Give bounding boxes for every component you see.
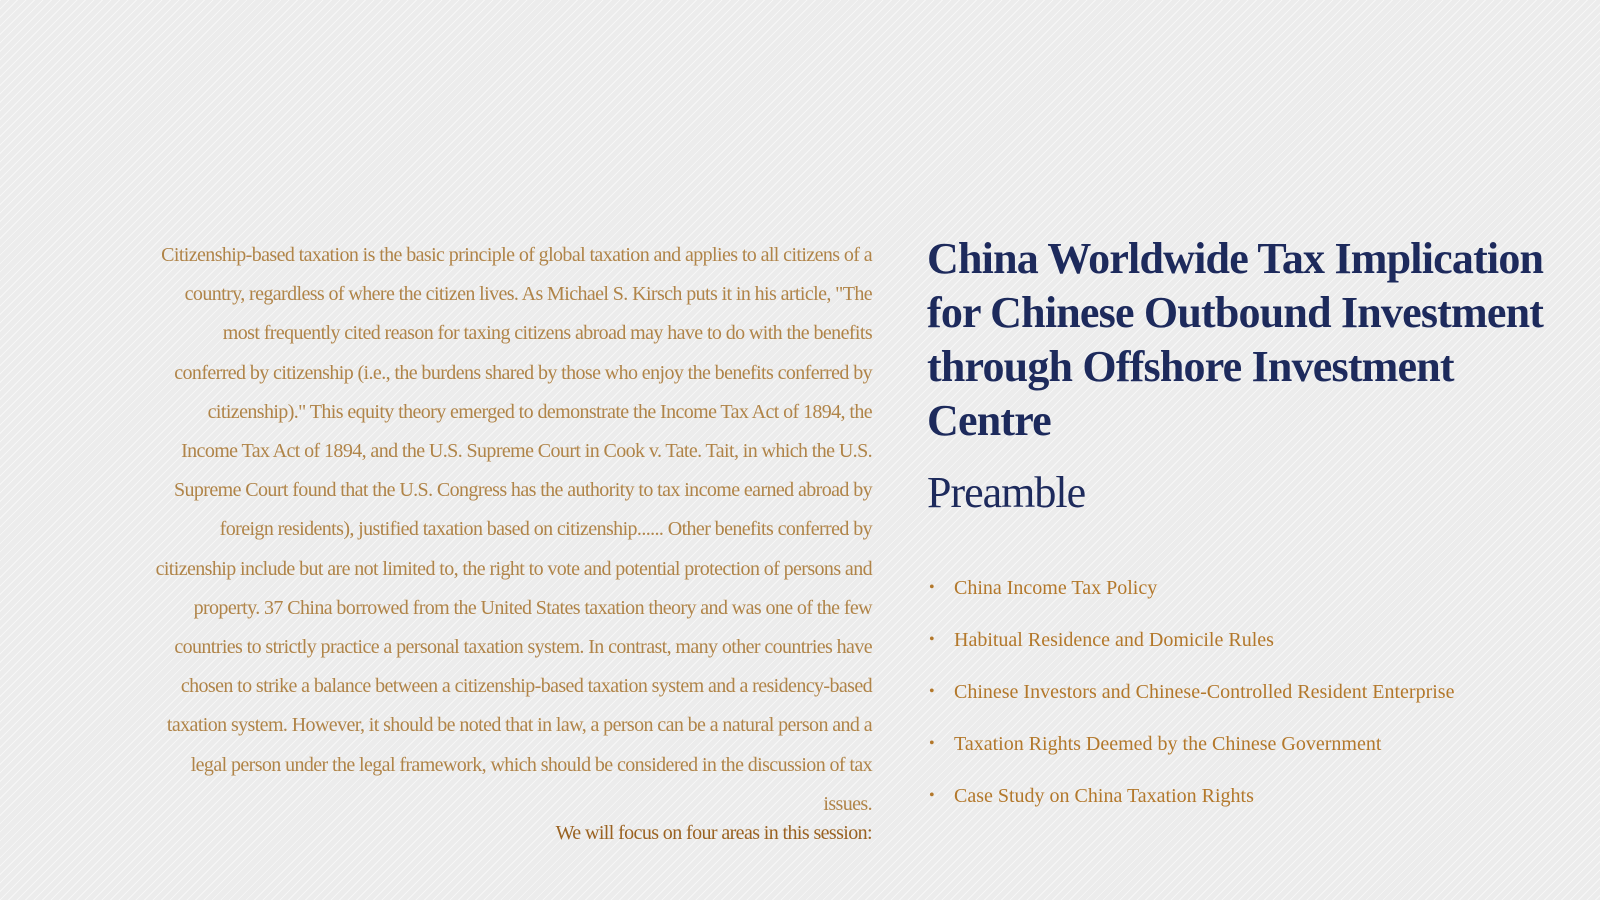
bullet-icon: • <box>929 631 935 648</box>
focus-statement: We will focus on four areas in this session: <box>555 822 872 844</box>
topic-label: China Income Tax Policy <box>954 577 1158 599</box>
topic-item <box>927 783 1587 835</box>
body-paragraph <box>150 236 872 824</box>
slide-title: China Worldwide Tax Implication for Chinese Outbound Investment through Offshore Investment Centre <box>927 234 1544 445</box>
topic-item <box>927 575 1587 627</box>
body-paragraph-text: Citizenship-based taxation is the basic principle of global taxation and applies to all citizens of a country, regardless of where the citizen lives. As Michael S. Kirsch puts it in his article, "The most frequently cited reason for taxing citizens abroad may have to do with the benefits conferred by citizenship (i.e., the burdens shared by those who enjoy the benefits conferred by citizenship)." This equity theory emerged to demonstrate the Income Tax Act of 1894, the Income Tax Act of 1894, and the U.S. Supreme Court in Cook v. Tate. Tait, in which the U.S. Supreme Court found that the U.S. Congress has the authority to tax income earned abroad by foreign residents), justified taxation based on citizenship...... Other benefits conferred by citizenship include but are not limited to, the right to vote and potential protection of persons and property. 37 China borrowed from the United States taxation theory and was one of the few countries to strictly practice a personal taxation system. In contrast, many other countries have chosen to strike a balance between a citizenship-based taxation system and a residency-based taxation system. However, it should be noted that in law, a person can be a natural person and a legal person under the legal framework, which should be considered in the discussion of tax issues. <box>155 244 872 815</box>
topic-label: Habitual Residence and Domicile Rules <box>954 629 1274 651</box>
bullet-icon: • <box>929 683 935 700</box>
slide-subtitle: Preamble <box>927 468 1086 517</box>
topic-label: Chinese Investors and Chinese-Controlled Resident Enterprise <box>954 681 1455 703</box>
topic-item <box>927 679 1587 731</box>
bullet-icon: • <box>929 735 935 752</box>
topic-label: Taxation Rights Deemed by the Chinese Government <box>954 733 1382 755</box>
topic-list <box>927 575 1587 835</box>
bullet-icon: • <box>929 579 935 596</box>
topic-item <box>927 731 1587 783</box>
topic-item <box>927 627 1587 679</box>
bullet-icon: • <box>929 787 935 804</box>
topic-label: Case Study on China Taxation Rights <box>954 785 1254 807</box>
